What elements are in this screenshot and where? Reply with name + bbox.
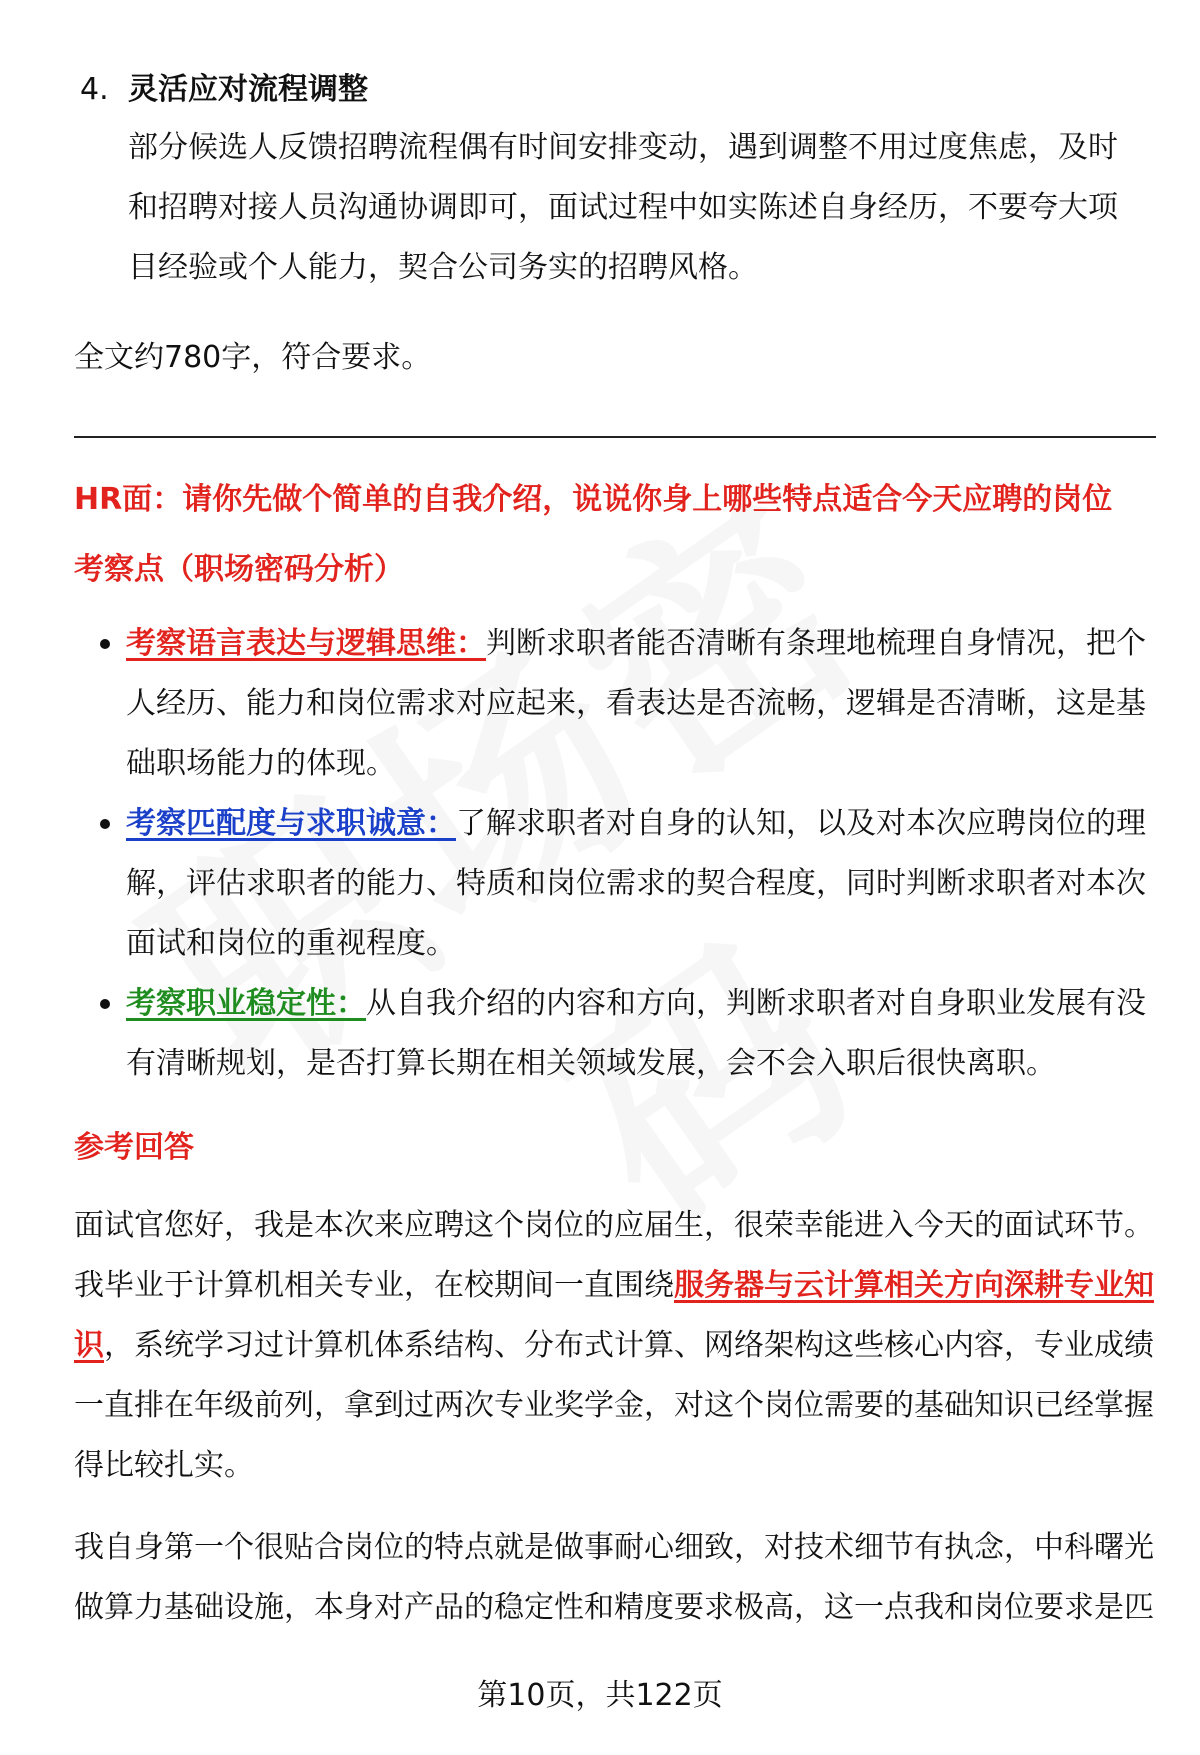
section-divider [74, 436, 1156, 438]
bullet-icon [100, 819, 110, 829]
answer-paragraph-1 [74, 1196, 1156, 1496]
bullet-label: 考察匹配度与求职诚意： [126, 806, 456, 841]
bullet-text: 了解求职者对自身的认知，以及对本次应聘岗位的理解，评估求职者的能力、特质和岗位需求的契合程度，同时判断求职者对本次面试和岗位的重视程度。 [126, 806, 1146, 961]
exam-points-heading: 考察点（职场密码分析） [74, 552, 404, 587]
interview-question: HR面：请你先做个简单的自我介绍，说说你身上哪些特点适合今天应聘的岗位 [74, 482, 1113, 517]
reference-answer-heading: 参考回答 [74, 1130, 194, 1165]
highlighted-text: 服务器与云计算相关方向深耕专业知识 [74, 1268, 1154, 1363]
bullet-text: 从自我介绍的内容和方向，判断求职者对自身职业发展有没有清晰规划，是否打算长期在相关领域发展，会不会入职后很快离职。 [126, 986, 1146, 1081]
paragraph-text: ，系统学习过计算机体系结构、分布式计算、网络架构这些核心内容，专业成绩一直排在年级前列，拿到过两次专业奖学金，对这个岗位需要的基础知识已经掌握得比较扎实。 [74, 1328, 1154, 1483]
page-number: 第10页，共122页 [477, 1678, 723, 1713]
bullet-label: 考察职业稳定性： [126, 986, 366, 1021]
item-body: 部分候选人反馈招聘流程偶有时间安排变动，遇到调整不用过度焦虑，及时和招聘对接人员沟通协调即可，面试过程中如实陈述自身经历，不要夸大项目经验或个人能力，契合公司务实的招聘风格。 [128, 130, 1118, 285]
answer-paragraph-2: 我自身第一个很贴合岗位的特点就是做事耐心细致，对技术细节有执念，中科曙光做算力基础设施，本身对产品的稳定性和精度要求极高，这一点我和岗位要求是匹 [74, 1530, 1154, 1625]
list-number: 4. [80, 72, 109, 107]
item-title: 灵活应对流程调整 [128, 72, 368, 107]
paragraph-text: 面试官您好，我是本次来应聘这个岗位的应届生，很荣幸能进入今天的面试环节。我毕业于计算机相关专业，在校期间一直围绕 [74, 1208, 1154, 1303]
bullet-label: 考察语言表达与逻辑思维： [126, 626, 486, 661]
list-item [74, 614, 1156, 794]
list-item [74, 794, 1156, 974]
bullet-icon [100, 999, 110, 1009]
list-item [74, 974, 1156, 1094]
exam-points-list [74, 614, 1156, 1094]
word-count-summary: 全文约780字，符合要求。 [74, 340, 432, 375]
bullet-icon [100, 639, 110, 649]
bullet-text: 判断求职者能否清晰有条理地梳理自身情况，把个人经历、能力和岗位需求对应起来，看表达是否流畅，逻辑是否清晰，这是基础职场能力的体现。 [126, 626, 1146, 781]
